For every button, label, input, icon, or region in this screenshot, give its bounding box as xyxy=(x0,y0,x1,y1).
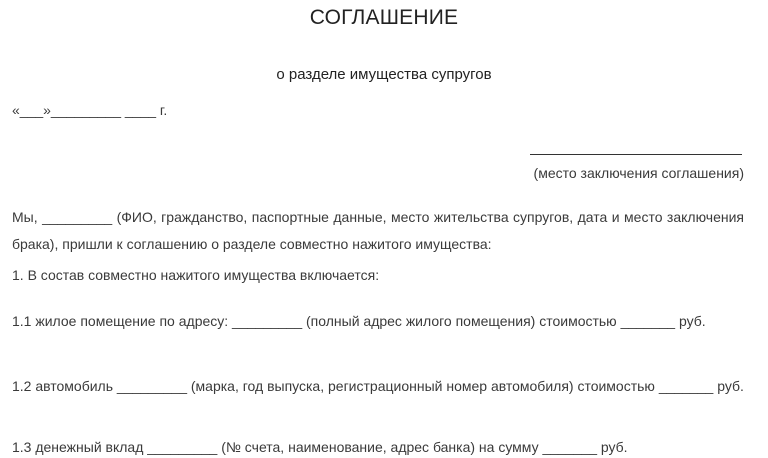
item-1: 1. В состав совместно нажитого имущества включается: xyxy=(12,267,380,283)
item-1-2: 1.2 автомобиль _________ (марка, год выпуска, регистрационный номер автомобиля) стоимостью _______ руб. xyxy=(12,378,744,394)
document-title: СОГЛАШЕНИЕ xyxy=(309,6,459,29)
intro-paragraph: Мы, _________ (ФИО, гражданство, паспортные данные, место жительства супругов, дата и место заключения брака), пришли к соглашению о разделе совместно нажитого имущества: xyxy=(12,209,744,252)
item-1-3: 1.3 денежный вклад _________ (№ счета, наименование, адрес банка) на сумму _______ руб. xyxy=(12,439,628,455)
item-1-1: 1.1 жилое помещение по адресу: _________ (полный адрес жилого помещения) стоимостью _______ руб. xyxy=(12,313,706,329)
date-line: «___»_________ ____ г. xyxy=(12,102,168,118)
place-caption: (место заключения соглашения) xyxy=(533,165,744,181)
place-blank-line xyxy=(530,154,742,155)
document-subtitle: о разделе имущества супругов xyxy=(276,66,492,83)
